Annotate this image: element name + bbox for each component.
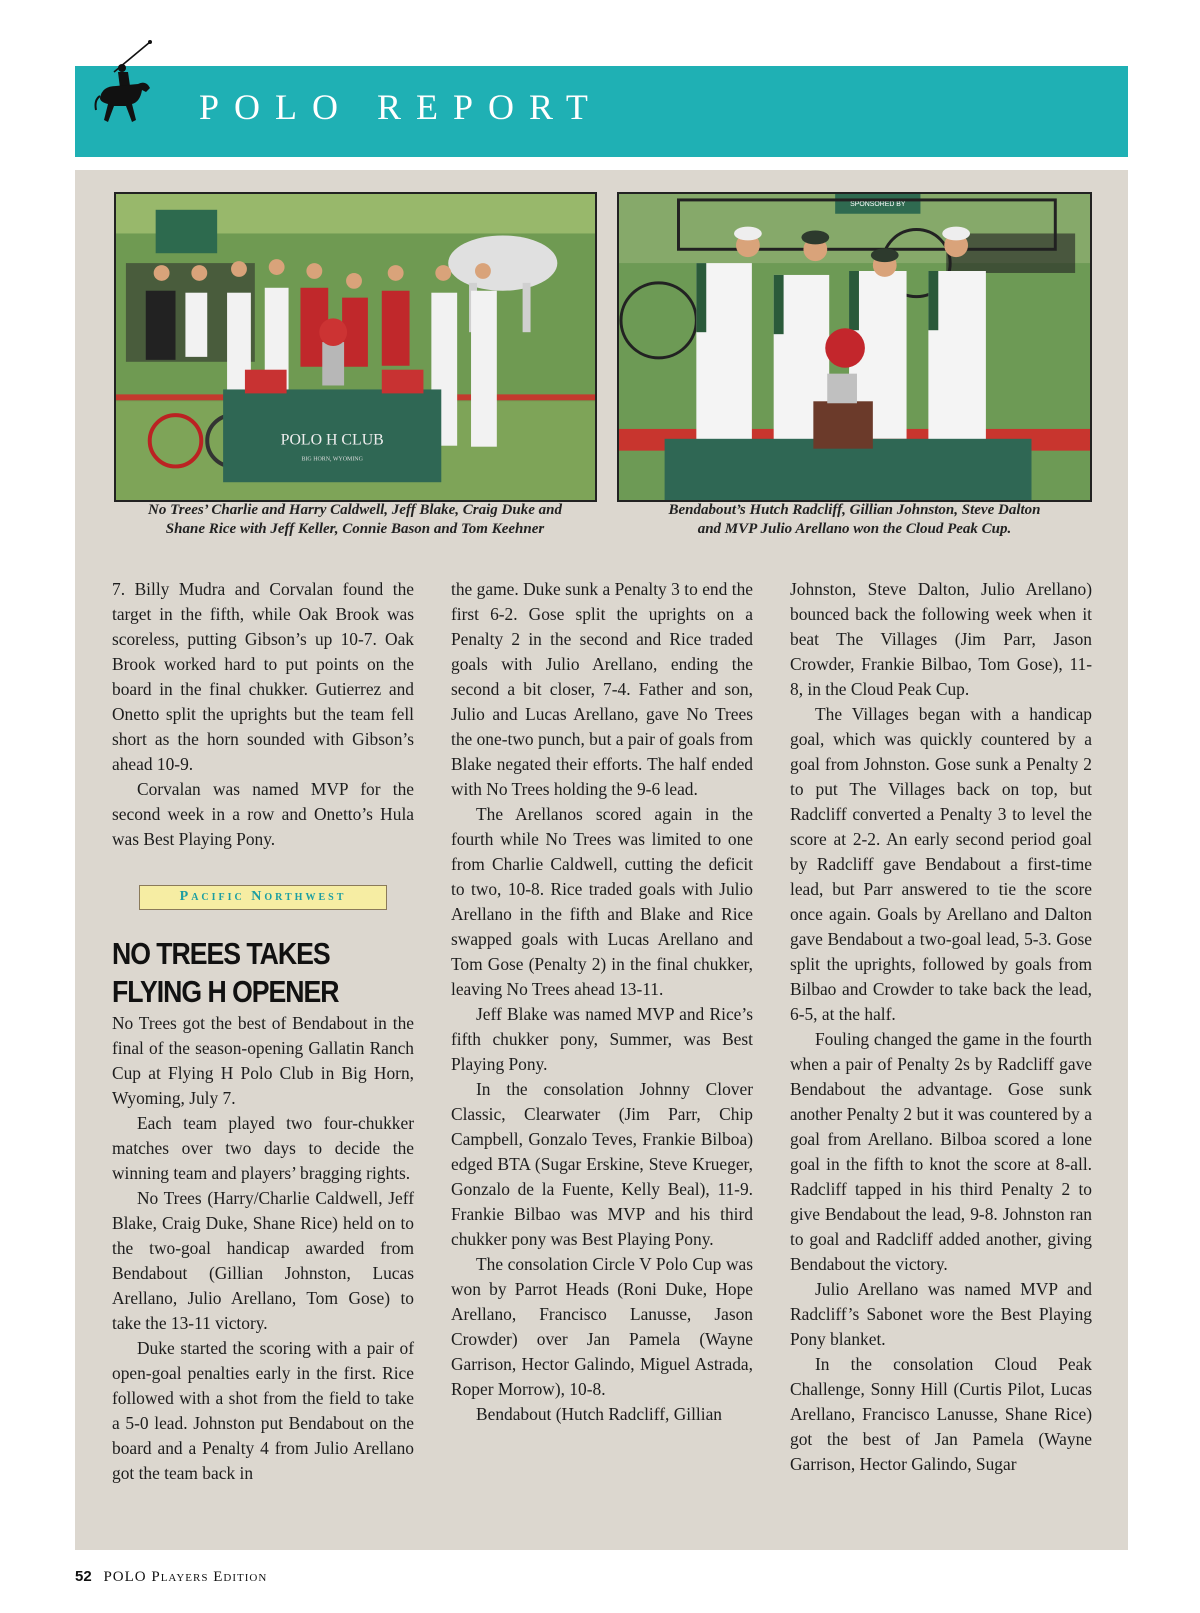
page-number: 52 <box>75 1568 92 1585</box>
paragraph: 7. Billy Mudra and Corvalan found the target in the fifth, while Oak Brook was scoreless, putting Gibson’s up 10-7. Oak Brook worked hard to put points on the board in the final chukker. Gutierrez and Onetto split the uprights but the team fell short as the horn sounded with Gibson’s ahead 10-9. <box>112 579 414 774</box>
caption-line: Bendabout’s Hutch Radcliff, Gillian Johnston, Steve Dalton <box>668 502 1041 518</box>
paragraph: Duke started the scoring with a pair of open-goal penalties early in the first. Rice followed with a shot from the field to take a 5-0 lead. Johnston put Bendabout on the board and a Penalty 4 from Julio Arellano got the team back in <box>112 1338 414 1483</box>
publication-name: POLO Players Edition <box>103 1569 268 1585</box>
paragraph: The Villages began with a handicap goal, which was quickly countered by a goal from Johnston. Gose sunk a Penalty 2 to put The Villages back on top, but Radcliff converted a Penalty 3 to level the score at 2-2. An early second period goal by Radcliff gave Bendabout a first-time lead, but Parr answered to tie the score once again. Goals by Arellano and Dalton gave Bendabout a two-goal lead, 5-3. Gose split the uprights, followed by goals from Bilbao and Crowder to take back the lead, 6-5, at the half. <box>790 704 1092 1024</box>
photo-caption-2 <box>612 501 1097 539</box>
paragraph: No Trees (Harry/Charlie Caldwell, Jeff Blake, Craig Duke, Shane Rice) held on to the two-goal handicap awarded from Bendabout (Gillian Johnston, Lucas Arellano, Julio Arellano, Tom Gose) to take the 13-11 victory. <box>112 1188 414 1333</box>
caption-line: Shane Rice with Jeff Keller, Connie Bason and Tom Keehner <box>165 521 545 537</box>
paragraph: Jeff Blake was named MVP and Rice’s fifth chukker pony, Summer, was Best Playing Pony. <box>451 1004 753 1074</box>
polo-player-on-horse-icon <box>92 36 162 136</box>
region-label: Pacific Northwest <box>139 885 387 910</box>
paragraph: Fouling changed the game in the fourth when a pair of Penalty 2s by Radcliff gave Bendabout the advantage. Gose sunk another Penalty 2 but it was countered by a goal from Arellano. Bilboa scored a lone goal in the fifth to knot the score at 8-all. Radcliff tapped in his third Penalty 2 to give Bendabout the lead, 9-8. Johnston ran to goal and Radcliff added another, giving Bendabout the victory. <box>790 1029 1092 1274</box>
paragraph: Johnston, Steve Dalton, Julio Arellano) bounced back the following week when it beat The Villages (Jim Parr, Jason Crowder, Frankie Bilbao, Tom Gose), 11-8, in the Cloud Peak Cup. <box>790 579 1092 699</box>
headline-line: NO TREES TAKES <box>112 936 330 971</box>
article-headline <box>112 935 404 1011</box>
paragraph: Julio Arellano was named MVP and Radcliff’s Sabonet wore the Best Playing Pony blanket. <box>790 1279 1092 1349</box>
paragraph: In the consolation Johnny Clover Classic, Clearwater (Jim Parr, Chip Campbell, Gonzalo Teves, Frankie Bilboa) edged BTA (Sugar Erskine, Steve Krueger, Gonzalo de la Fuente, Kelly Beal), 11-9. Frankie Bilbao was MVP and his third chukker pony was Best Playing Pony. <box>451 1079 753 1249</box>
caption-line: No Trees’ Charlie and Harry Caldwell, Jeff Blake, Craig Duke and <box>148 502 562 518</box>
paragraph: The Arellanos scored again in the fourth while No Trees was limited to one from Charlie Caldwell, cutting the deficit to two, 10-8. Rice traded goals with Julio Arellano in the fifth and Blake and Rice swapped goals with Lucas Arellano and Tom Gose (Penalty 2) in the final chukker, leaving No Trees ahead 13-11. <box>451 804 753 999</box>
paragraph: Each team played two four-chukker matches over two days to decide the winning team and players’ bragging rights. <box>112 1113 414 1183</box>
banner-sign: SPONSORED BY <box>850 200 906 208</box>
table-sign-small: BIG HORN, WYOMING <box>301 456 363 463</box>
paragraph: No Trees got the best of Bendabout in the final of the season-opening Gallatin Ranch Cup at Flying H Polo Club in Big Horn, Wyoming, July 7. <box>112 1013 414 1108</box>
table-sign: POLO H CLUB <box>280 431 384 449</box>
photo-caption-1 <box>110 501 600 539</box>
paragraph: the game. Duke sunk a Penalty 3 to end the first 6-2. Gose split the uprights on a Penalty 2 in the second and Rice traded goals with Julio Arellano, ending the second a bit closer, 7-4. Father and son, Julio and Lucas Arellano, gave No Trees the one-two punch, but a pair of goals from Blake negated their efforts. The half ended with No Trees holding the 9-6 lead. <box>451 579 753 799</box>
article-column-3 <box>790 577 1092 1477</box>
article-column-2 <box>451 577 753 1427</box>
paragraph: The consolation Circle V Polo Cup was won by Parrot Heads (Roni Duke, Hope Arellano, Francisco Lanusse, Jason Crowder) over Jan Pamela (Wayne Garrison, Hector Galindo, Miguel Astrada, Roper Morrow), 10-8. <box>451 1254 753 1399</box>
caption-line: and MVP Julio Arellano won the Cloud Peak Cup. <box>697 521 1012 537</box>
paragraph: In the consolation Cloud Peak Challenge, Sonny Hill (Curtis Pilot, Lucas Arellano, Francisco Lanusse, Shane Rice) got the best of Jan Pamela (Wayne Garrison, Hector Galindo, Sugar <box>790 1354 1092 1474</box>
article-column-1 <box>112 577 414 1486</box>
paragraph: Corvalan was named MVP for the second week in a row and Onetto’s Hula was Best Playing Pony. <box>112 779 414 849</box>
paragraph: Bendabout (Hutch Radcliff, Gillian <box>476 1404 722 1424</box>
section-title: POLO REPORT <box>199 87 603 127</box>
page-footer <box>75 1568 267 1586</box>
photo-bendabout-team <box>617 192 1092 502</box>
headline-line: FLYING H OPENER <box>112 974 339 1009</box>
photo-no-trees-team <box>114 192 597 502</box>
section-banner <box>75 66 1128 157</box>
